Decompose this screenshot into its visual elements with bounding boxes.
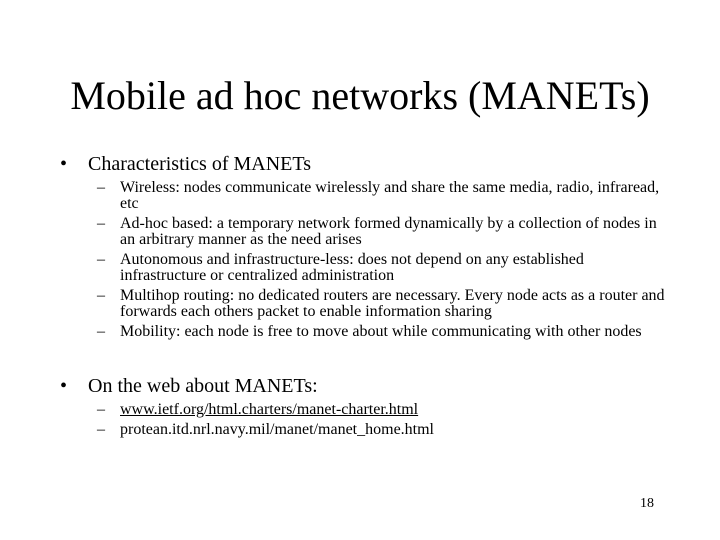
- web-links-list: [60, 402, 670, 438]
- page-number: 18: [640, 496, 654, 511]
- list-item-text: Autonomous and infrastructure-less: does not depend on any established infrastructure or centralized administration: [120, 251, 584, 284]
- bullet-text: On the web about MANETs:: [88, 375, 318, 397]
- characteristics-list: [60, 180, 670, 340]
- dash-marker: –: [97, 323, 105, 340]
- bullet-text: Characteristics of MANETs: [88, 153, 311, 175]
- list-item-ad-hoc: [60, 216, 670, 248]
- dash-marker: –: [97, 179, 105, 196]
- slide-title: Mobile ad hoc networks (MANETs): [70, 73, 650, 118]
- list-item-multihop: [60, 288, 670, 320]
- list-item-autonomous: [60, 252, 670, 284]
- nrl-manet-text: protean.itd.nrl.navy.mil/manet/manet_home.html: [120, 421, 434, 438]
- list-item-text: Wireless: nodes communicate wirelessly and share the same media, radio, infraread, etc: [120, 179, 660, 212]
- dash-marker: –: [97, 287, 105, 304]
- bullet-row: [60, 374, 670, 398]
- dash-marker: –: [97, 215, 105, 232]
- dash-marker: –: [97, 421, 105, 438]
- ietf-charter-link[interactable]: www.ietf.org/html.charters/manet-charter.html: [120, 401, 419, 418]
- list-item-text: Ad-hoc based: a temporary network formed dynamically by a collection of nodes in an arbitrary manner as the need arises: [120, 215, 657, 248]
- list-item-text: Multihop routing: no dedicated routers are necessary. Every node acts as a router and forwards each others packet to enable information sharing: [120, 287, 665, 320]
- bullet-characteristics: [60, 152, 670, 344]
- list-item-nrl-link: [60, 422, 670, 438]
- dash-marker: –: [97, 401, 105, 418]
- list-item-ietf-link: [60, 402, 670, 418]
- bullet-dot: •: [60, 375, 68, 397]
- dash-marker: –: [97, 251, 105, 268]
- list-item-wireless: [60, 180, 670, 212]
- bullet-row: [60, 152, 670, 176]
- list-item-mobility: [60, 324, 670, 340]
- list-item-text: Mobility: each node is free to move about while communicating with other nodes: [120, 323, 642, 340]
- bullet-dot: •: [60, 153, 68, 175]
- bullet-web: [60, 374, 670, 442]
